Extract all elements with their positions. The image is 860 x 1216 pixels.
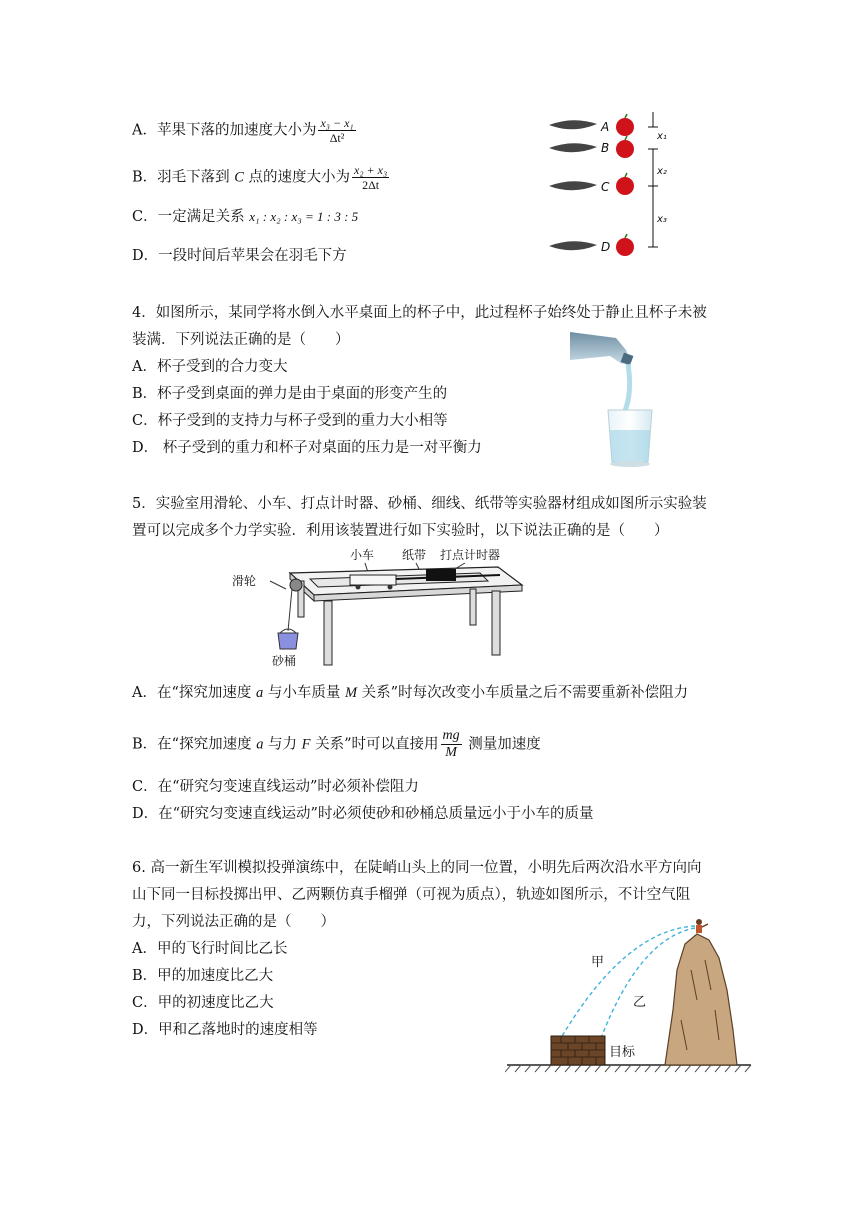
bucket-label: 砂桶: [272, 654, 297, 668]
label-b: B: [601, 141, 610, 155]
x2-label: x₂: [657, 166, 667, 177]
label-c: C: [601, 180, 610, 194]
q6-stem-line3: 力，下列说法正确的是（ ）: [132, 914, 335, 930]
apple-feather-figure: [545, 104, 675, 264]
sand-bucket-icon: [278, 629, 298, 649]
q3-option-b: [132, 163, 391, 192]
q5-option-b-text-2: 与力: [263, 736, 302, 753]
q6-option-a: A．甲的飞行时间比乙长: [132, 941, 288, 957]
q6-stem-line2: 山下同一目标投掷出甲、乙两颗仿真手榴弹（可视为质点），轨迹如图所示，不计空气阻: [132, 887, 691, 903]
fraction-denominator: Δt²: [329, 131, 345, 145]
fraction-numerator: x₃ − x₁: [320, 116, 354, 130]
apple-icon: [616, 140, 634, 158]
apple-icon: [616, 238, 634, 256]
q5-option-b: [132, 728, 541, 761]
feather-icon: [549, 181, 597, 190]
q4-option-c: C．杯子受到的支持力与杯子受到的重力大小相等: [132, 413, 448, 429]
q3-option-d: D．一段时间后苹果会在羽毛下方: [132, 248, 347, 264]
glass-icon: [608, 410, 652, 467]
q6-stem-line1: 6. 高一新生军训模拟投弹演练中，在陡峭山头上的同一位置，小明先后两次沿水平方向向: [132, 860, 702, 876]
pouring-water-figure: [570, 330, 680, 475]
q3-option-b-text: B．羽毛下落到: [132, 169, 235, 186]
x1-label: x₁: [657, 131, 667, 142]
label-jia: 甲: [591, 955, 605, 970]
pulley-label: 滑轮: [232, 574, 257, 588]
q5-option-a-text-3: 关系”时每次改变小车质量之后不需要重新补偿阻力: [357, 685, 689, 701]
q5-option-b-text-3: 关系”时可以直接用: [310, 736, 439, 753]
fraction-denominator: 2Δt: [362, 178, 380, 192]
cart: [350, 575, 396, 585]
q3-ratio-relation: x₁ : x₂ : x₃ = 1 : 3 : 5: [249, 209, 359, 224]
label-yi: 乙: [633, 995, 647, 1010]
q5-option-d: D．在“研究匀变速直线运动”时必须使砂和砂桶总质量远小于小车的质量: [132, 806, 594, 822]
q6-option-d: D．甲和乙落地时的速度相等: [132, 1022, 318, 1038]
fraction-denominator: M: [445, 745, 457, 760]
q3-option-b-fraction: [352, 163, 389, 192]
q5-option-b-text-4: 测量加速度: [463, 736, 541, 753]
rock-cliff: [665, 934, 737, 1065]
q5-option-c: C．在“研究匀变速直线运动”时必须补偿阻力: [132, 779, 419, 795]
q4-option-d: D． 杯子受到的重力和杯子对桌面的压力是一对平衡力: [132, 440, 482, 456]
q6-option-b: B．甲的加速度比乙大: [132, 968, 274, 984]
q4-stem-line1: 4．如图所示，某同学将水倒入水平桌面上的杯子中，此过程杯子始终处于静止且杯子未被: [132, 305, 707, 321]
q5-option-b-fraction: [441, 728, 462, 761]
person-icon: [696, 919, 708, 933]
q3-option-a-fraction: [318, 116, 355, 145]
var-a: a: [256, 685, 264, 701]
feather-icon: [549, 143, 597, 152]
q5-option-a-text: A．在“探究加速度: [132, 685, 256, 701]
q5-option-b-text: B．在“探究加速度: [132, 736, 257, 753]
q5-option-a: [132, 683, 688, 703]
fraction-numerator: x₂ + x₃: [354, 163, 388, 177]
q3-option-a: [132, 116, 358, 145]
lab-apparatus-figure: [230, 545, 530, 670]
q3-option-b-text-2: 点的速度大小为: [243, 169, 351, 186]
var-f: F: [301, 736, 311, 753]
fraction-numerator: mg: [442, 728, 460, 743]
q3-option-c: [132, 207, 358, 227]
feather-icon: [549, 241, 597, 250]
ground: [505, 1065, 751, 1072]
q4-option-a: A．杯子受到的合力变大: [132, 359, 288, 375]
label-target: 目标: [609, 1045, 636, 1060]
point-c-label: C: [234, 169, 244, 186]
tape-label: 纸带: [402, 548, 427, 562]
x3-label: x₃: [657, 214, 667, 225]
target-brick-wall: [551, 1036, 605, 1065]
bottle-icon: [570, 332, 633, 365]
apple-icon: [616, 177, 634, 195]
timer-device: [426, 569, 456, 581]
car-label: 小车: [350, 548, 375, 562]
timer-label: 打点计时器: [440, 548, 501, 562]
apple-icon: [616, 118, 634, 136]
q5-stem-line2: 置可以完成多个力学实验．利用该装置进行如下实验时，以下说法正确的是（ ）: [132, 523, 669, 539]
label-d: D: [601, 240, 611, 254]
feather-icons: [549, 120, 597, 250]
q5-option-a-text-2: 与小车质量: [263, 685, 345, 701]
cliff-trajectory-figure: [505, 910, 755, 1075]
q4-option-b: B．杯子受到桌面的弹力是由于桌面的形变产生的: [132, 386, 448, 402]
q4-stem-line2: 装满．下列说法正确的是（ ）: [132, 332, 350, 348]
label-a: A: [601, 120, 610, 134]
var-m: M: [344, 685, 358, 701]
var-a: a: [256, 736, 264, 753]
feather-icon: [549, 120, 597, 129]
q3-option-a-text: A．苹果下落的加速度大小为: [132, 122, 317, 139]
q3-option-c-text: C．一定满足关系: [132, 209, 250, 225]
q6-option-c: C．甲的初速度比乙大: [132, 995, 274, 1011]
q5-stem-line1: 5．实验室用滑轮、小车、打点计时器、砂桶、细线、纸带等实验器材组成如图所示实验装: [132, 496, 707, 512]
